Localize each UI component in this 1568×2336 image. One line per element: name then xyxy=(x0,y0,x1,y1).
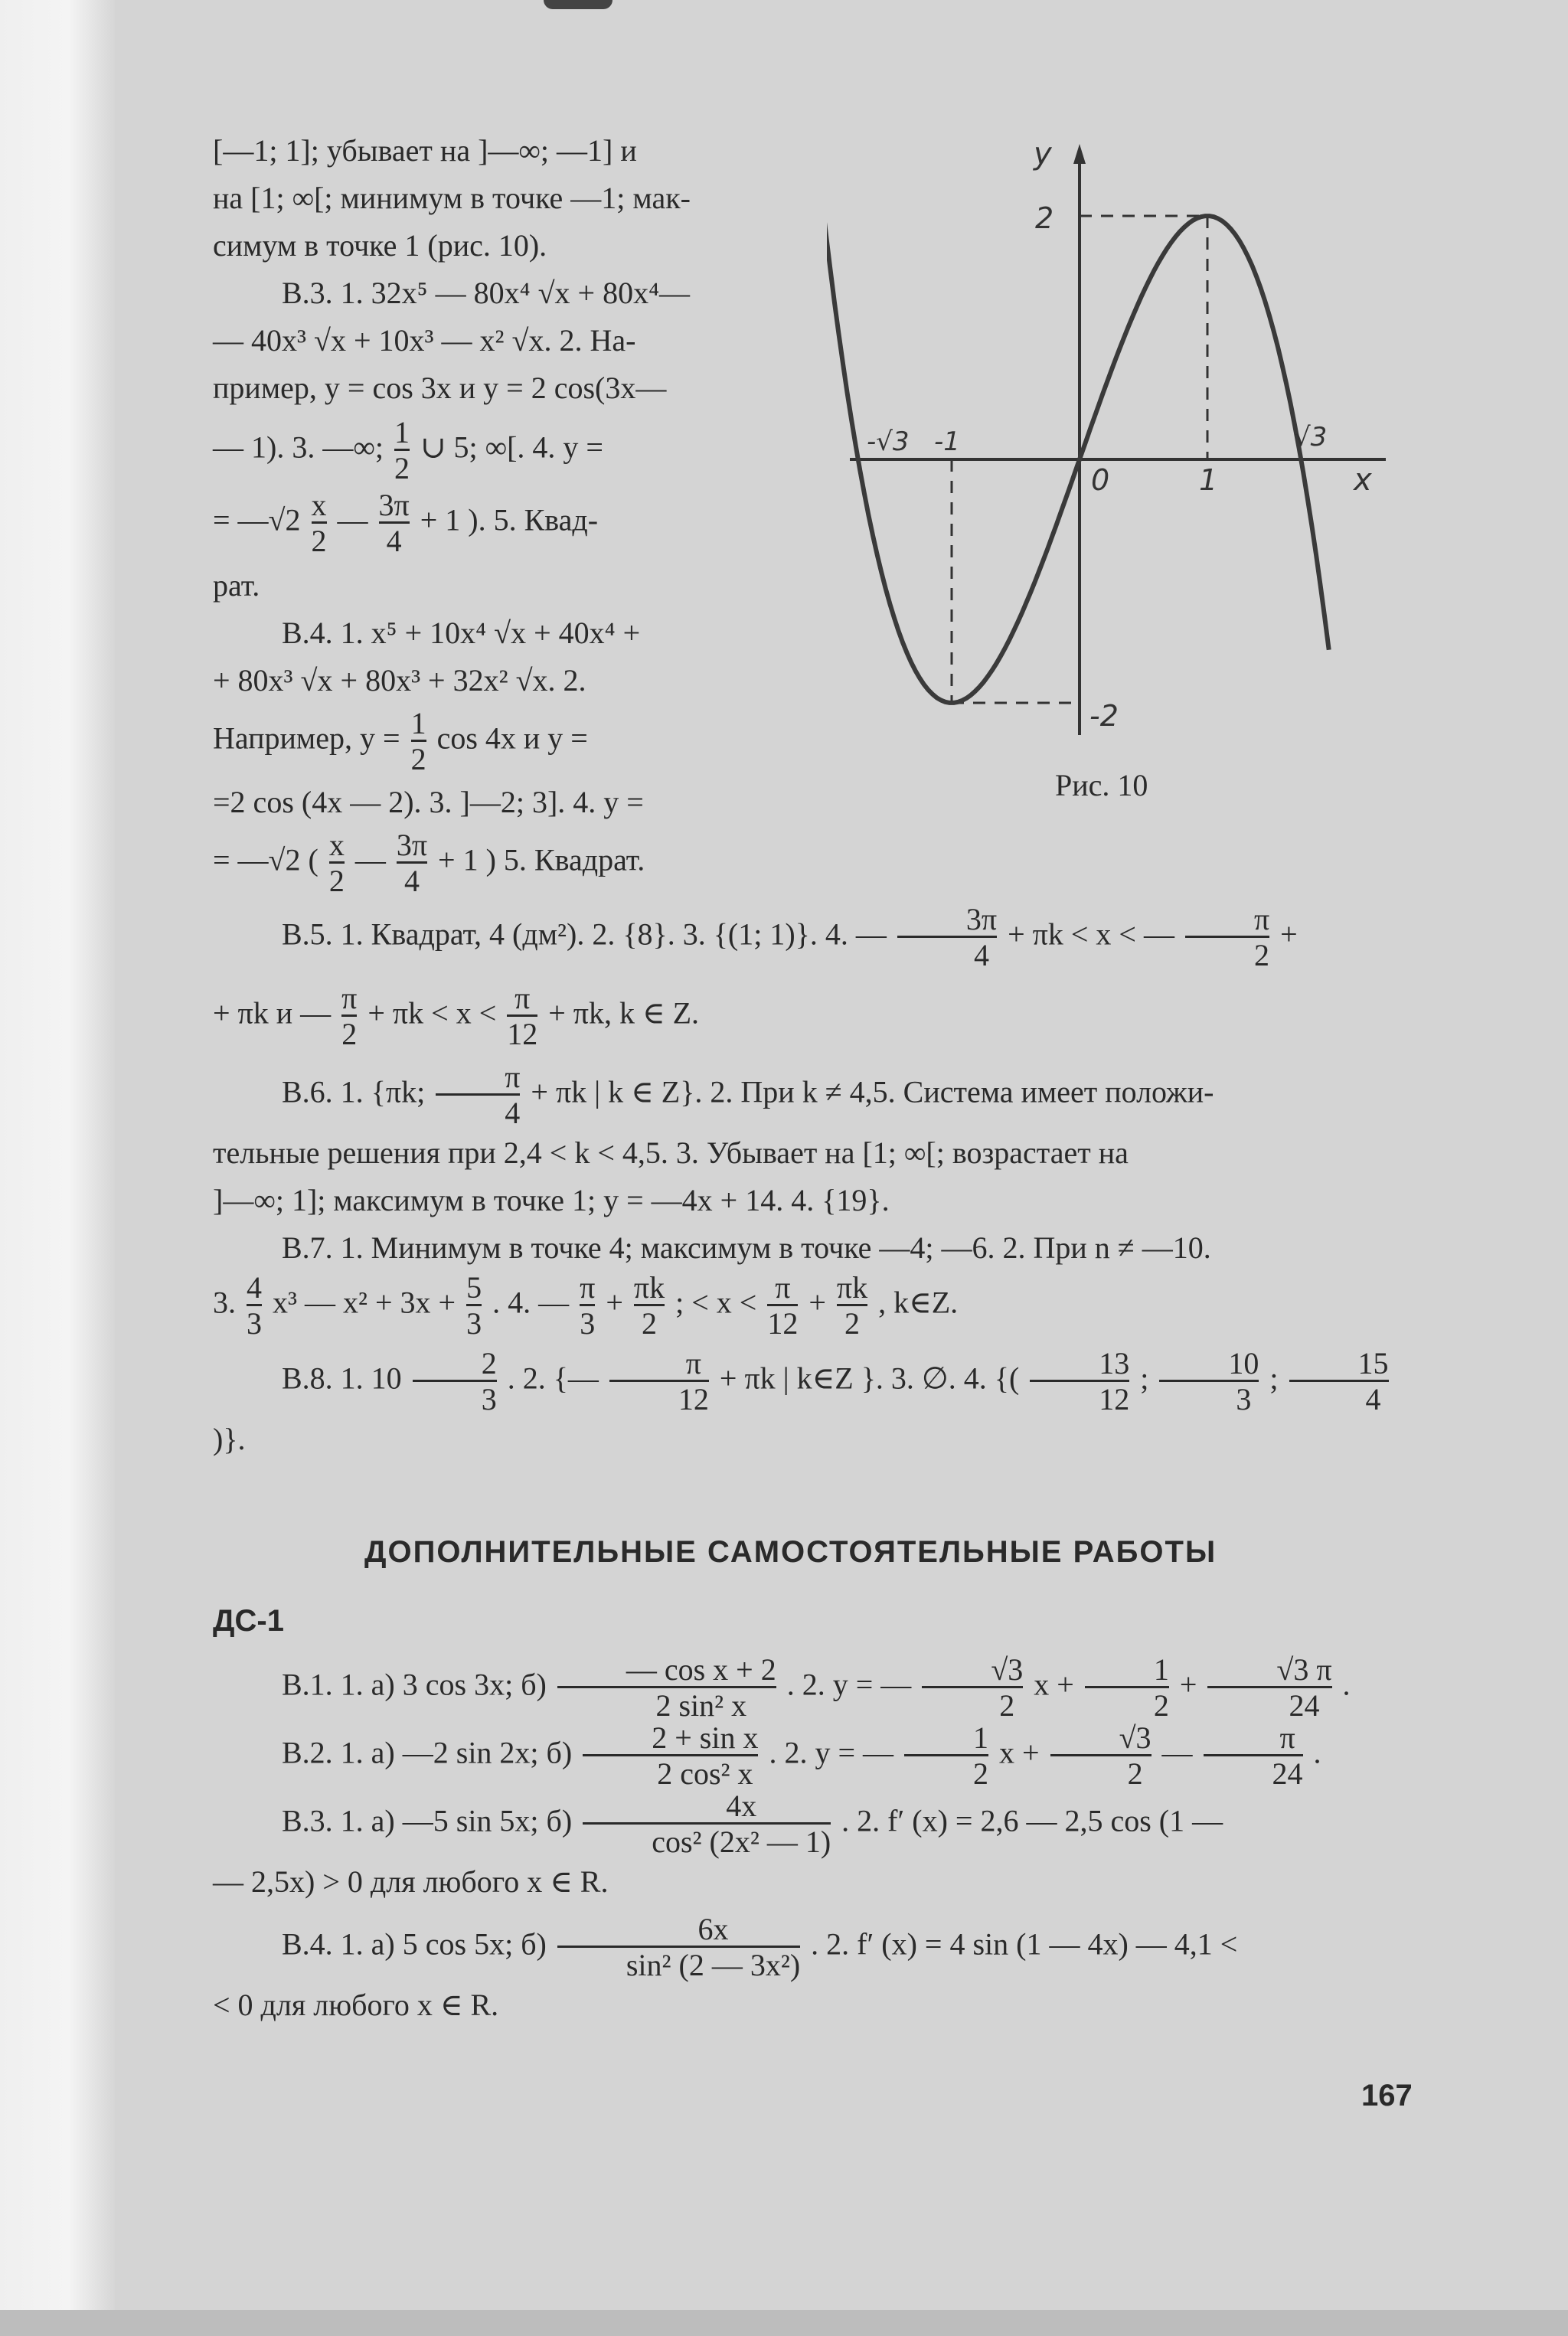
numerator: 1 xyxy=(1153,1652,1169,1687)
denominator: 4 xyxy=(436,1093,520,1129)
denominator: 2 xyxy=(837,1304,867,1340)
answer-v6-line1 xyxy=(213,1061,1407,1129)
text: + xyxy=(1179,1667,1197,1702)
denominator: 12 xyxy=(767,1304,798,1340)
denominator: 2 sin² x xyxy=(557,1686,776,1722)
text: В.8. 1. 10 xyxy=(282,1361,402,1396)
fraction xyxy=(413,1348,497,1416)
fraction xyxy=(312,489,327,557)
numerator: 1 xyxy=(973,1720,989,1755)
numerator: √3 xyxy=(991,1652,1024,1687)
text: ∪ xyxy=(420,430,446,465)
text: . 2. y = — xyxy=(786,1667,912,1702)
denominator: sin² (2 — 3x²) xyxy=(557,1946,800,1982)
text: 5; ∞[. 4. y = xyxy=(453,430,603,465)
answer-v5-line1 xyxy=(213,903,1407,972)
denominator: 2 xyxy=(1185,936,1269,972)
tick-label: √3 xyxy=(1294,422,1328,452)
ds-answer-v2 xyxy=(213,1722,1407,1790)
x-axis-label: x xyxy=(1354,462,1372,498)
denominator: 2 xyxy=(1085,1686,1169,1722)
answer-v4-line5 xyxy=(213,829,795,897)
text: В.2. 1. а) —2 sin 2x; б) xyxy=(282,1735,573,1770)
text: + 1 ) 5. Квадрат. xyxy=(438,842,645,877)
answer-v7-line2 xyxy=(213,1272,1407,1340)
fraction xyxy=(634,1272,665,1340)
figure-10 xyxy=(827,130,1409,758)
text: . 2. f′ (x) = 4 sin (1 — 4x) — 4,1 < xyxy=(811,1926,1238,1962)
y-axis-label: y xyxy=(1034,136,1052,172)
text: — xyxy=(337,502,368,537)
text: В.4. 1. а) 5 cos 5x; б) xyxy=(282,1926,547,1962)
numerator: 1 xyxy=(394,415,410,449)
numerator: 4x xyxy=(726,1789,757,1823)
denominator: 24 xyxy=(1207,1686,1331,1722)
fraction xyxy=(1289,1348,1389,1416)
text: В.3. 1. а) —5 sin 5x; б) xyxy=(282,1803,573,1838)
ds-answers xyxy=(213,1654,1407,2029)
fraction xyxy=(436,1061,520,1129)
text: + πk, k ∈ Z. xyxy=(548,995,700,1031)
text: В.1. 1. а) 3 cos 3x; б) xyxy=(282,1667,547,1702)
section-heading: ДОПОЛНИТЕЛЬНЫЕ САМОСТОЯТЕЛЬНЫЕ РАБОТЫ xyxy=(364,1535,1217,1569)
answers-full-width xyxy=(213,903,1407,1463)
answer-v3-line3: пример, y = cos 3x и y = 2 cos(3x— xyxy=(213,371,667,405)
answer-v3-line6: рат. xyxy=(213,568,260,603)
tick-label: 2 xyxy=(1035,201,1054,235)
numerator: 3π xyxy=(965,902,998,936)
text: Например, y = xyxy=(213,720,400,756)
text: —∞; xyxy=(322,430,384,465)
figure-caption: Рис. 10 xyxy=(1055,768,1148,802)
fraction xyxy=(767,1272,798,1340)
ds-answer-v1 xyxy=(213,1654,1407,1722)
fraction xyxy=(397,829,427,897)
answer-v8-line1 xyxy=(213,1348,1407,1463)
answer-v3-line5 xyxy=(213,489,795,557)
numerator: π xyxy=(775,1270,791,1305)
denominator: 3 xyxy=(1159,1380,1259,1416)
answer-v5-line2 xyxy=(213,982,1407,1050)
text: x + xyxy=(1034,1667,1074,1702)
fraction xyxy=(329,829,345,897)
numerator: 3π xyxy=(396,828,428,862)
answer-v4-line3 xyxy=(213,707,795,776)
tick-label: 1 xyxy=(1199,463,1218,497)
fraction xyxy=(1204,1722,1303,1790)
denominator: 2 xyxy=(411,740,426,776)
denominator: 2 xyxy=(922,1686,1023,1722)
text: 3. xyxy=(213,1285,236,1320)
text: + 1 ). 5. Квад- xyxy=(420,502,599,537)
fraction xyxy=(897,903,997,972)
numerator: 4 xyxy=(247,1270,262,1305)
fraction xyxy=(609,1348,709,1416)
fraction xyxy=(379,489,410,557)
fraction xyxy=(466,1272,482,1340)
fraction xyxy=(341,982,357,1050)
answer-v7-line1: В.7. 1. Минимум в точке 4; максимум в точке —4; —6. 2. При n ≠ —10. xyxy=(282,1230,1211,1265)
denominator: 3 xyxy=(413,1380,497,1416)
denominator: 3 xyxy=(466,1304,482,1340)
fraction xyxy=(1185,903,1269,972)
ds-answer-v4-line2: < 0 для любого x ∈ R. xyxy=(213,1988,499,2022)
text: + πk | k ∈ Z}. 2. При k ≠ 4,5. Система имеет положи- xyxy=(531,1074,1214,1109)
fraction xyxy=(837,1272,867,1340)
text: = —√2 ( xyxy=(213,842,318,877)
fraction xyxy=(583,1790,831,1858)
numerator: π xyxy=(514,981,531,1015)
numerator: 2 + sin x xyxy=(652,1720,759,1755)
subsection-title: ДС-1 xyxy=(213,1604,284,1638)
page-number: 167 xyxy=(1361,2079,1413,2112)
y-axis-arrow xyxy=(1073,144,1086,164)
denominator: 3 xyxy=(580,1304,595,1340)
text: В.5. 1. Квадрат, 4 (дм²). 2. {8}. 3. {(1; 1)}. 4. — xyxy=(282,916,887,952)
scan-top-mark xyxy=(544,0,612,9)
answer-v4-line2: + 80x³ √x + 80x³ + 32x² √x. 2. xyxy=(213,663,586,698)
denominator: 3 xyxy=(247,1304,262,1340)
numerator: πk xyxy=(633,1270,665,1305)
text-line: [—1; 1]; убывает на ]—∞; —1] и xyxy=(213,133,637,168)
numerator: 6x xyxy=(697,1912,729,1946)
answer-v3-line2: — 40x³ √x + 10x³ — x² √x. 2. На- xyxy=(213,323,636,358)
denominator: 2 xyxy=(312,521,327,557)
numerator: √3 xyxy=(1119,1720,1152,1755)
text: . 2. {— xyxy=(507,1361,599,1396)
text: cos 4x и y = xyxy=(436,720,588,756)
text: , k∈Z. xyxy=(878,1285,959,1320)
text: x³ — x² + 3x + xyxy=(273,1285,456,1320)
text: ; xyxy=(1140,1361,1149,1396)
fraction xyxy=(557,1913,800,1982)
fraction xyxy=(247,1272,262,1340)
ds-answer-v3 xyxy=(213,1790,1407,1858)
numerator: 15 xyxy=(1357,1346,1389,1380)
text: В.6. 1. {πk; xyxy=(282,1074,426,1109)
text: ; < x < xyxy=(675,1285,757,1320)
fraction xyxy=(1050,1722,1152,1790)
tick-label: 0 xyxy=(1091,463,1110,497)
numerator: x xyxy=(328,828,345,862)
numerator: πk xyxy=(836,1270,868,1305)
denominator: 4 xyxy=(1289,1380,1389,1416)
denominator: 2 xyxy=(394,449,410,485)
answer-v4-line4: =2 cos (4x — 2). 3. ]—2; 3]. 4. y = xyxy=(213,785,644,819)
denominator: 2 xyxy=(904,1754,988,1790)
numerator: 3π xyxy=(378,488,410,522)
numerator: π xyxy=(341,981,358,1015)
answer-v6-line3: ]—∞; 1]; максимум в точке 1; y = —4x + 14. 4. {19}. xyxy=(213,1183,890,1217)
text: + πk < x < — xyxy=(1008,916,1174,952)
numerator: √3 π xyxy=(1276,1652,1332,1687)
fraction xyxy=(411,707,426,776)
text: . 4. — xyxy=(492,1285,570,1320)
text: — xyxy=(354,842,386,877)
denominator: 4 xyxy=(897,936,997,972)
ds-answer-v3-line2: — 2,5x) > 0 для любого x ∈ R. xyxy=(213,1864,609,1899)
numerator: 13 xyxy=(1099,1346,1130,1380)
text: + xyxy=(1280,916,1298,952)
fraction xyxy=(583,1722,758,1790)
tick-label: -√3 xyxy=(867,426,910,457)
ds-answer-v4 xyxy=(213,1913,1407,1982)
text: . 2. f′ (x) = 2,6 — 2,5 cos (1 — xyxy=(841,1803,1223,1838)
numerator: π xyxy=(505,1060,521,1094)
denominator: 2 xyxy=(634,1304,665,1340)
denominator: 24 xyxy=(1204,1754,1303,1790)
denominator: 2 cos² x xyxy=(583,1754,758,1790)
text: + xyxy=(808,1285,826,1320)
text: x + xyxy=(999,1735,1040,1770)
fraction xyxy=(1030,1348,1129,1416)
text: . xyxy=(1313,1735,1321,1770)
text-line: симум в точке 1 (рис. 10). xyxy=(213,228,547,263)
denominator: 2 xyxy=(329,861,345,897)
numerator: 1 xyxy=(410,706,426,740)
answer-v3-line4 xyxy=(213,417,795,485)
answer-v3-line1: В.3. 1. 32x⁵ — 80x⁴ √x + 80x⁴— xyxy=(282,276,691,310)
scan-bottom-edge xyxy=(0,2310,1568,2336)
text: + πk | k∈Z }. 3. ∅. 4. {( xyxy=(719,1361,1020,1396)
answer-v4-line1: В.4. 1. x⁵ + 10x⁴ √x + 40x⁴ + xyxy=(282,616,641,650)
fraction xyxy=(394,417,410,485)
numerator: π xyxy=(1253,902,1270,936)
text: + xyxy=(606,1285,623,1320)
fraction xyxy=(1159,1348,1259,1416)
fraction xyxy=(904,1722,988,1790)
text: . xyxy=(1342,1667,1351,1702)
text: + πk < x < xyxy=(368,995,497,1031)
answers-left-column xyxy=(213,127,795,900)
scan-left-edge xyxy=(0,0,115,2336)
denominator: 12 xyxy=(1030,1380,1129,1416)
numerator: π xyxy=(1279,1720,1295,1755)
text: — 1). 3. xyxy=(213,430,315,465)
denominator: 12 xyxy=(609,1380,709,1416)
numerator: — cos x + 2 xyxy=(626,1652,776,1687)
denominator: cos² (2x² — 1) xyxy=(583,1822,831,1858)
denominator: 4 xyxy=(379,521,410,557)
text: — xyxy=(1161,1735,1193,1770)
fraction xyxy=(1085,1654,1169,1722)
numerator: 5 xyxy=(466,1270,482,1305)
fraction xyxy=(557,1654,776,1722)
fraction xyxy=(507,982,537,1050)
numerator: 10 xyxy=(1228,1346,1259,1380)
text: . 2. y = — xyxy=(769,1735,894,1770)
numerator: π xyxy=(580,1270,596,1305)
text-line: на [1; ∞[; минимум в точке —1; мак- xyxy=(213,181,691,215)
denominator: 2 xyxy=(1050,1754,1152,1790)
tick-label: -2 xyxy=(1089,699,1119,733)
denominator: 2 xyxy=(341,1014,357,1050)
fraction xyxy=(580,1272,595,1340)
text: = —√2 xyxy=(213,502,301,537)
fraction xyxy=(922,1654,1023,1722)
fraction xyxy=(1207,1654,1331,1722)
text: + πk и — xyxy=(213,995,332,1031)
numerator: π xyxy=(685,1346,701,1380)
tick-label: -1 xyxy=(934,426,960,457)
text: )}. xyxy=(213,1422,246,1456)
numerator: 2 xyxy=(481,1346,497,1380)
denominator: 12 xyxy=(507,1014,537,1050)
text: ; xyxy=(1269,1361,1279,1396)
answer-v6-line2: тельные решения при 2,4 < k < 4,5. 3. Убывает на [1; ∞[; возрастает на xyxy=(213,1135,1129,1170)
numerator: x xyxy=(311,488,327,522)
denominator: 4 xyxy=(397,861,427,897)
